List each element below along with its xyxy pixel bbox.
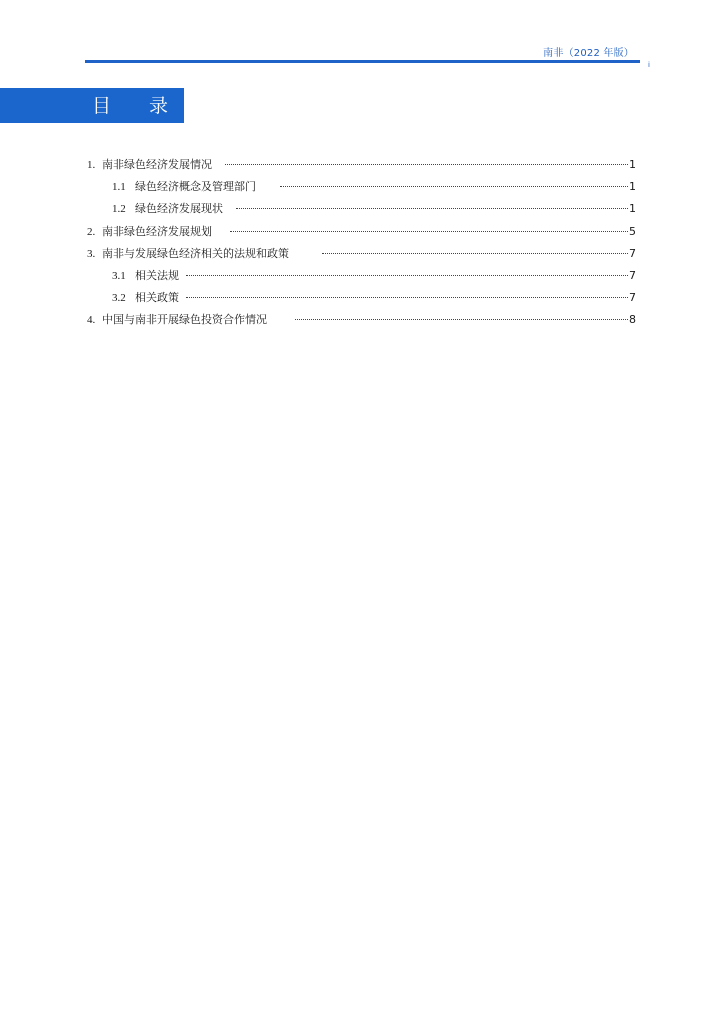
toc-leader-dots (295, 319, 628, 320)
toc-entry-page: 7 (629, 269, 636, 282)
toc-entry-label: 南非绿色经济发展情况 (102, 158, 212, 171)
toc-entry[interactable] (0, 290, 724, 306)
toc-entry-label: 相关政策 (135, 291, 179, 304)
toc-entry-page: 1 (629, 180, 636, 193)
toc-entry-number: 1.2 (112, 203, 126, 215)
page-title: 目 录 (92, 95, 185, 117)
toc-entry-page: 1 (629, 202, 636, 215)
toc-entry-label: 绿色经济概念及管理部门 (135, 180, 256, 193)
toc-entry-number: 3.2 (112, 292, 126, 304)
toc-entry-page: 1 (629, 158, 636, 171)
toc-entry[interactable] (0, 224, 724, 240)
toc-entry[interactable] (0, 201, 724, 217)
toc-entry-label: 南非绿色经济发展规划 (102, 225, 212, 238)
toc-leader-dots (230, 231, 628, 232)
toc-leader-dots (280, 186, 628, 187)
toc-entry[interactable] (0, 312, 724, 328)
toc-entry-page: 7 (629, 291, 636, 304)
toc-entry-number: 3.1 (112, 270, 126, 282)
toc-entry-label: 中国与南非开展绿色投资合作情况 (102, 313, 267, 326)
toc-leader-dots (225, 164, 628, 165)
toc-entry-label: 相关法规 (135, 269, 179, 282)
toc-entry[interactable] (0, 157, 724, 173)
toc-entry-page: 7 (629, 247, 636, 260)
toc-entry-page: 8 (629, 313, 636, 326)
toc-entry[interactable] (0, 179, 724, 195)
toc-entry[interactable] (0, 246, 724, 262)
toc-entry-number: 3. (87, 248, 96, 260)
toc-entry-number: 1.1 (112, 181, 126, 193)
toc-entry-label: 绿色经济发展现状 (135, 202, 223, 215)
toc-leader-dots (236, 208, 628, 209)
toc-entry-number: 1. (87, 159, 96, 171)
toc-leader-dots (186, 297, 628, 298)
page-number-mark: i (648, 61, 650, 69)
toc-entry[interactable] (0, 268, 724, 284)
running-header: 南非（2022 年版） (543, 48, 634, 59)
toc-entry-label: 南非与发展绿色经济相关的法规和政策 (102, 247, 289, 260)
toc-leader-dots (186, 275, 628, 276)
toc-entry-number: 4. (87, 314, 96, 326)
toc-entry-number: 2. (87, 226, 96, 238)
toc-entry-page: 5 (629, 225, 636, 238)
toc-leader-dots (322, 253, 628, 254)
